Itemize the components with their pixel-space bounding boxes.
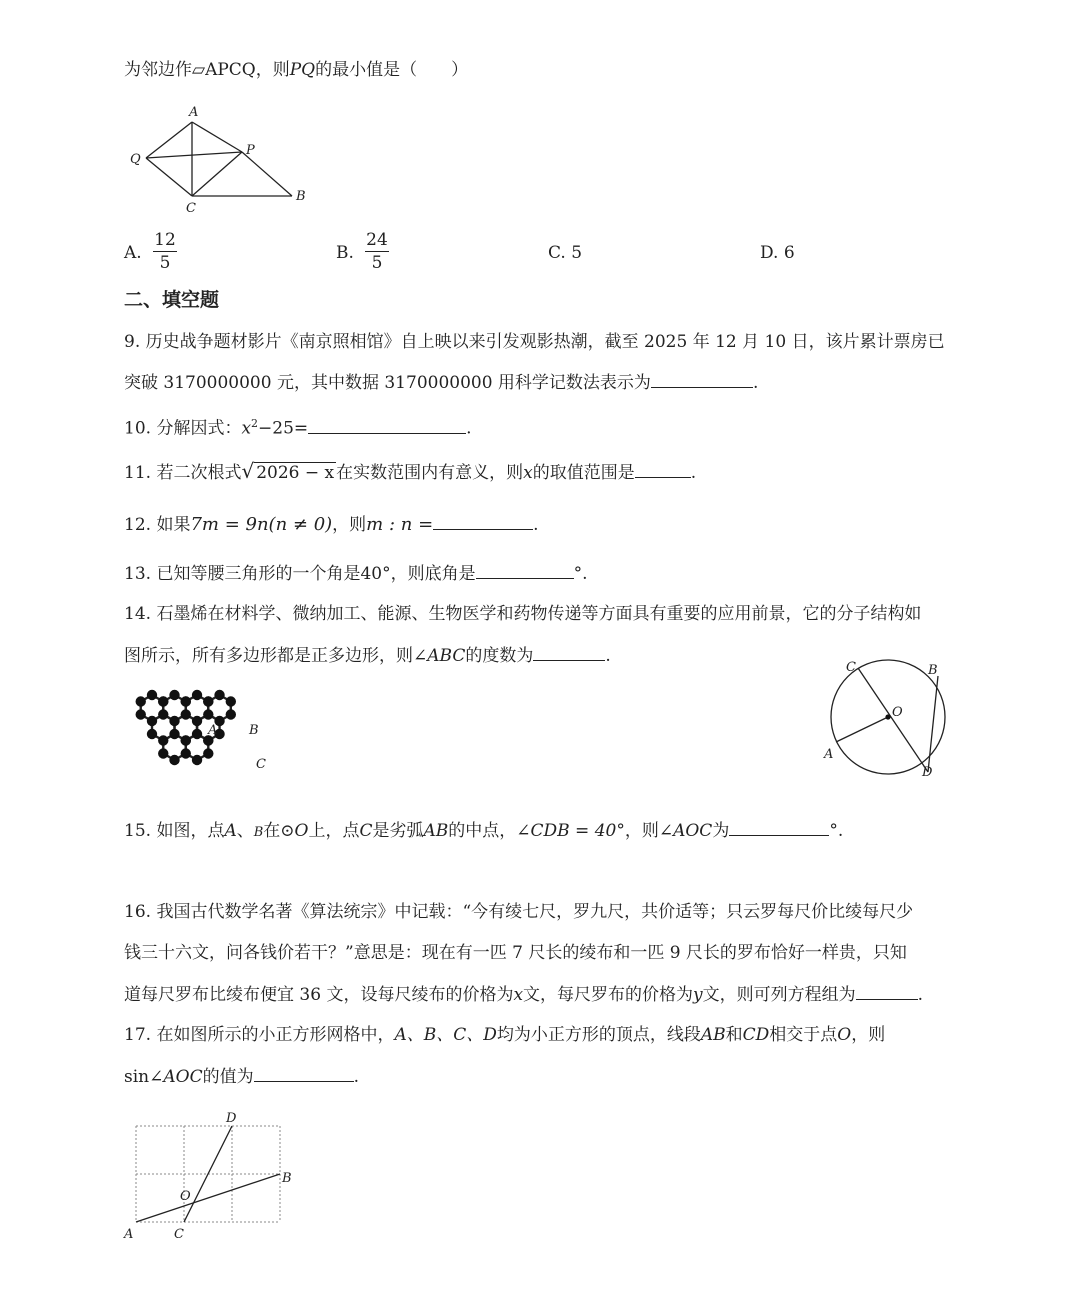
graphene-atom: [226, 709, 236, 719]
q8-option-b-fraction: [365, 230, 389, 273]
q15-sep: 、: [236, 821, 254, 841]
q14-line1: 14. 石墨烯在材料学、微纳加工、能源、生物医学和药物传递等方面具有重要的应用前景，它的分子结构如: [124, 604, 922, 624]
q8-option-d: [760, 242, 795, 264]
grid-label-d: D: [226, 1111, 237, 1126]
q17-line1c: 相交于点: [769, 1025, 838, 1045]
q15-o: O: [294, 821, 309, 841]
q17-line2: [124, 1065, 359, 1088]
q8-stem-b: ，则: [255, 60, 290, 80]
grid-figure: [120, 1106, 310, 1246]
q9-end: .: [752, 373, 759, 393]
q17-and: 和: [725, 1025, 743, 1045]
q10-answer-blank[interactable]: [308, 417, 466, 434]
q17-end: .: [353, 1067, 359, 1087]
q9-line2-text: 突破 3170000000 元，其中数据 3170000000 用科学记数法表示为: [124, 373, 651, 393]
graphene-atom: [147, 690, 157, 700]
q8-parallelogram: ▱APCQ: [192, 60, 256, 80]
q17-line1b: 均为小正方形的顶点，线段: [496, 1025, 701, 1045]
graphene-atom: [169, 755, 179, 765]
q9-line1: 9. 历史战争题材影片《南京照相馆》自上映以来引发观影热潮，截至 2025 年 12 月 10 日，该片累计票房已: [124, 332, 945, 352]
q17-angle: ∠AOC: [149, 1067, 203, 1087]
q14-answer-blank[interactable]: [533, 644, 605, 661]
graphene-atom: [203, 709, 213, 719]
q14-suffix: 的度数为: [465, 646, 534, 666]
q12-equation: 7m = 9n: [190, 514, 269, 535]
q11-suffix: 的取值范围是: [532, 463, 635, 483]
circle-label-c: C: [846, 660, 856, 675]
q14-end: .: [605, 646, 611, 666]
q12-condition: (n ≠ 0): [268, 514, 333, 535]
center-o-point: [885, 714, 890, 719]
fraction-bar: [365, 251, 389, 252]
graphene-atom: [192, 755, 202, 765]
q10: [124, 413, 472, 440]
q11-mid: 在实数范围内有意义，则: [336, 463, 524, 483]
q15-p4: 是劣弧: [372, 821, 424, 841]
graphene-atom: [181, 735, 191, 745]
graphene-atom: [181, 696, 191, 706]
q9-answer-blank[interactable]: [651, 371, 753, 388]
graphene-atom: [136, 709, 146, 719]
q12-end: .: [533, 515, 539, 535]
q8-label-q: Q: [130, 152, 141, 167]
graphene-atom: [169, 729, 179, 739]
q16-x: x: [513, 985, 524, 1005]
q17-line1: [124, 1024, 885, 1046]
q13-end: °.: [573, 564, 588, 584]
q17-o: O: [837, 1025, 852, 1045]
q15-given: ∠CDB = 40°: [516, 821, 625, 841]
q17-line1d: ，则: [851, 1025, 886, 1045]
q15-a: A: [224, 821, 237, 841]
q8-pq: PQ: [289, 60, 316, 80]
q12-prefix: 12. 如果: [124, 515, 191, 535]
q9-line2: [124, 371, 758, 394]
q8-stem-c: 的最小值是（ ）: [315, 60, 469, 80]
q15-ab: AB: [423, 821, 449, 841]
radical-sign-icon: √: [241, 459, 255, 483]
q15-c: C: [359, 821, 373, 841]
q15-answer-blank[interactable]: [729, 819, 829, 836]
q8-label-c: C: [186, 201, 196, 216]
graphene-atom: [192, 690, 202, 700]
q8-option-a-label: A.: [124, 243, 142, 263]
graphene-atom: [214, 690, 224, 700]
graphene-atom: [203, 696, 213, 706]
q11-x: x: [523, 463, 533, 483]
q17-answer-blank[interactable]: [254, 1065, 354, 1082]
q8-option-d-label: D.: [760, 243, 779, 263]
q15: [124, 819, 843, 844]
q8-label-b: B: [296, 189, 306, 204]
graphene-atom: [169, 716, 179, 726]
q8-option-a-den: 5: [159, 253, 171, 273]
q10-end: .: [466, 418, 472, 439]
q15-p7: 为: [712, 821, 730, 841]
fraction-bar: [153, 251, 177, 252]
q16-line3: [124, 983, 923, 1006]
graphene-label-a: A: [208, 723, 218, 738]
circle-label-a: A: [824, 747, 834, 762]
q12-mid: ，则: [332, 515, 367, 535]
q14-angle: ∠ABC: [413, 646, 466, 666]
q8-label-p: P: [246, 143, 255, 158]
q15-b: B: [253, 825, 264, 840]
circle-label-d: D: [922, 765, 933, 780]
graphene-atom: [158, 735, 168, 745]
q16-line3b: 文，每尺罗布的价格为: [523, 985, 694, 1005]
q10-prefix: 10. 分解因式：: [124, 418, 242, 439]
q8-stem-a: 为邻边作: [124, 60, 192, 80]
q16-line3a: 道每尺罗布比绫布便宜 36 文，设每尺绫布的价格为: [124, 985, 514, 1005]
q8-option-a-fraction: [153, 230, 177, 273]
graphene-label-b: B: [249, 723, 259, 738]
q17-line2b: 的值为: [202, 1067, 254, 1087]
grid-label-o: O: [180, 1189, 191, 1204]
graphene-atom: [181, 748, 191, 758]
graphene-atom: [169, 690, 179, 700]
graphene-atom: [147, 729, 157, 739]
q11-answer-blank[interactable]: [635, 461, 691, 478]
q15-p5: 的中点，: [448, 821, 517, 841]
q13: [124, 562, 587, 585]
q8-option-b-den: 5: [371, 253, 383, 273]
graphene-atom: [158, 748, 168, 758]
graphene-atom: [192, 716, 202, 726]
q16-end: .: [917, 985, 924, 1005]
q15-p1: 15. 如图，点: [124, 821, 225, 841]
q16-answer-blank[interactable]: [856, 983, 918, 1000]
q11-prefix: 11. 若二次根式: [124, 463, 242, 483]
q10-x: x: [241, 418, 252, 439]
graphene-atom: [181, 709, 191, 719]
graphene-atom: [147, 716, 157, 726]
q12-answer-blank[interactable]: [433, 513, 533, 530]
grid-label-a: A: [124, 1227, 134, 1242]
q16-y: y: [693, 985, 703, 1005]
q16-line1: 16. 我国古代数学名著《算法统宗》中记载：“今有绫七尺，罗九尺，共价适等；只云罗每尺价比绫每尺少: [124, 902, 914, 922]
q12-ratio: m : n =: [366, 514, 434, 535]
q8-option-c-label: C.: [548, 243, 566, 263]
q17-sin: sin: [124, 1067, 150, 1087]
q8-label-a: A: [189, 105, 199, 120]
grid-label-c: C: [174, 1227, 184, 1242]
q17-ab: AB: [700, 1025, 726, 1045]
q12: [124, 513, 539, 536]
circle-label-o: O: [892, 705, 903, 720]
q8-option-c: [548, 242, 582, 264]
graphene-atom: [203, 748, 213, 758]
q13-text: 13. 已知等腰三角形的一个角是40°，则底角是: [124, 564, 476, 584]
q10-exponent: 2: [251, 417, 259, 430]
q8-option-d-value: 6: [783, 243, 795, 263]
graphene-atom: [158, 709, 168, 719]
q8-option-b-num: 24: [366, 230, 388, 250]
q10-rest: −25=: [258, 418, 309, 439]
q14-line2-text: 图所示，所有多边形都是正多边形，则: [124, 646, 413, 666]
graphene-label-c: C: [256, 757, 266, 772]
q13-answer-blank[interactable]: [476, 562, 574, 579]
graphene-atom: [136, 696, 146, 706]
grid-label-b: B: [282, 1171, 292, 1186]
q16-line2: 钱三十六文，问各钱价若干？”意思是：现在有一匹 7 尺长的绫布和一匹 9 尺长的罗布恰好一样贵，只知: [124, 943, 907, 963]
q17-points: A、B、C、D: [394, 1025, 497, 1045]
q15-end: °.: [829, 821, 844, 841]
graphene-figure: [122, 678, 302, 806]
q17-line1a: 17. 在如图所示的小正方形网格中，: [124, 1025, 395, 1045]
q15-angle: ∠AOC: [658, 821, 713, 841]
q8-option-c-value: 5: [571, 243, 583, 263]
circle-label-b: B: [928, 663, 938, 678]
q14-line2: [124, 644, 611, 667]
q15-p3: 上，点: [308, 821, 360, 841]
q8-figure: [120, 100, 320, 218]
q11-end: .: [690, 463, 697, 483]
circle-figure: [820, 650, 980, 782]
q15-p6: ，则: [624, 821, 659, 841]
q15-p2: 在⊙: [263, 821, 295, 841]
q16-line3c: 文，则可列方程组为: [702, 985, 856, 1005]
graphene-atom: [158, 696, 168, 706]
graphene-atom: [192, 729, 202, 739]
q11: [124, 460, 696, 484]
q17-cd: CD: [742, 1025, 770, 1045]
q8-stem: [124, 59, 468, 81]
q8-option-a-num: 12: [154, 230, 176, 250]
q11-radicand: 2026 − x: [256, 463, 335, 483]
graphene-atom: [226, 696, 236, 706]
section-title: 二、填空题: [124, 289, 220, 311]
q8-option-b-label: B.: [336, 243, 354, 263]
